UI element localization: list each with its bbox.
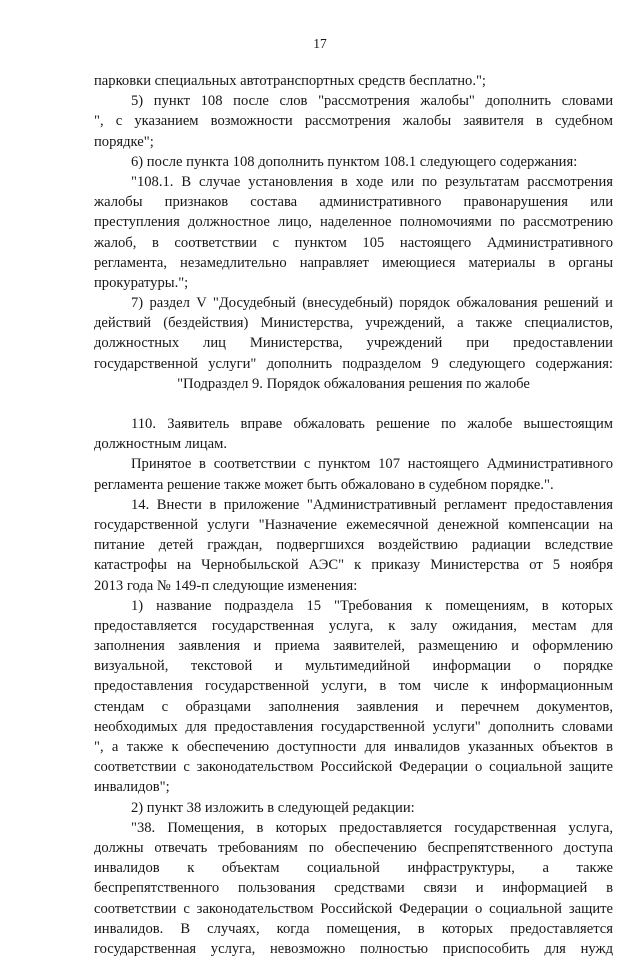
text-line: беспрепятственного пользования средствами связи и информацией в — [94, 880, 613, 897]
text-line: инвалидов. В случаях, когда помещения, в которых предоставляется — [94, 920, 613, 937]
text-line: 14. Внести в приложение "Административный регламент предоставления — [131, 496, 613, 513]
text-line: 7) раздел V "Досудебный (внесудебный) порядок обжалования решений и — [131, 295, 613, 312]
text-line: преступления должностное лицо, наделенное полномочиями по рассмотрению — [94, 214, 613, 231]
text-line: государственной услуги" дополнить подразделом 9 следующего содержания: — [94, 355, 613, 372]
text-line: парковки специальных автотранспортных средств бесплатно."; — [94, 73, 486, 89]
text-line: жалобы признаков состава административного правонарушения или — [94, 194, 613, 211]
text-line: регламента, незамедлительно направляет имеющиеся материалы в органы — [94, 254, 613, 271]
text-line: 5) пункт 108 после слов "рассмотрения жалобы" дополнить словами — [131, 93, 613, 110]
text-line: должностным лицам. — [94, 436, 227, 453]
text-line: питание детей граждан, подвергшихся воздействию радиации вследствие — [94, 537, 613, 554]
page-number: 17 — [313, 36, 327, 51]
text-line: катастрофы на Чернобыльской АЭС" к приказу Министерства от 5 ноября — [94, 557, 613, 574]
text-line: Принятое в соответствии с пунктом 107 настоящего Административного — [131, 456, 613, 473]
text-line: 1) название подраздела 15 "Требования к помещениям, в которых — [131, 597, 613, 614]
text-line: "108.1. В случае установления в ходе или по результатам рассмотрения — [131, 173, 613, 190]
text-line: должны отвечать требованиям по обеспечению беспрепятственного доступа — [94, 839, 613, 856]
text-line: прокуратуры."; — [94, 274, 189, 291]
text-line: 6) после пункта 108 дополнить пунктом 108.1 следующего содержания: — [131, 153, 578, 170]
blank-line — [94, 394, 613, 414]
text-line: соответствии с законодательством Российской Федерации о социальной защите — [94, 900, 613, 917]
text-line: предоставления государственной услуги, в том числе к информационным — [94, 678, 613, 695]
text-line: государственная услуга, невозможно полностью приспособить для нужд — [94, 940, 613, 957]
text-line: 2013 года № 149-п следующие изменения: — [94, 577, 358, 594]
text-line: ", а также к обеспечению доступности для инвалидов указанных объектов в — [94, 739, 613, 755]
text-line: стендам с образцами заполнения заявления и перечнем документов, — [94, 698, 613, 715]
text-line: должностных лиц Министерства, учреждений при предоставлении — [94, 335, 613, 352]
text-line: визуальной, текстовой и мультимедийной информации о порядке — [94, 658, 613, 675]
text-line: 2) пункт 38 изложить в следующей редакции: — [131, 799, 415, 816]
text-line: необходимых для предоставления государственной услуги" дополнить словами — [94, 718, 613, 735]
text-line: регламента решение также может быть обжаловано в судебном порядке.". — [94, 476, 554, 493]
text-line: инвалидов к объектам социальной инфраструктуры, а также — [94, 860, 613, 877]
text-line: 110. Заявитель вправе обжаловать решение по жалобе вышестоящим — [131, 416, 613, 432]
text-line: заполнения заявления и приема заявителей, размещению и оформлению — [94, 638, 613, 655]
text-line: инвалидов"; — [94, 779, 170, 796]
text-line: действий (бездействия) Министерства, учреждений, а также специалистов, — [94, 315, 613, 332]
document-body — [94, 71, 613, 959]
text-line: соответствии с законодательством Российской Федерации о социальной защите — [94, 759, 613, 776]
text-line: порядке"; — [94, 133, 154, 150]
text-line: "38. Помещения, в которых предоставляется государственная услуга, — [131, 819, 613, 836]
text-line: предоставляется государственная услуга, к залу ожидания, местам для — [94, 617, 613, 634]
text-line: государственной услуги "Назначение ежемесячной денежной компенсации на — [94, 516, 613, 533]
text-line: ", с указанием возможности рассмотрения жалобы заявителя в судебном — [94, 113, 613, 130]
text-line: "Подраздел 9. Порядок обжалования решения по жалобе — [177, 375, 530, 392]
text-line: жалоб, в соответствии с пунктом 105 настоящего Административного — [94, 234, 613, 251]
